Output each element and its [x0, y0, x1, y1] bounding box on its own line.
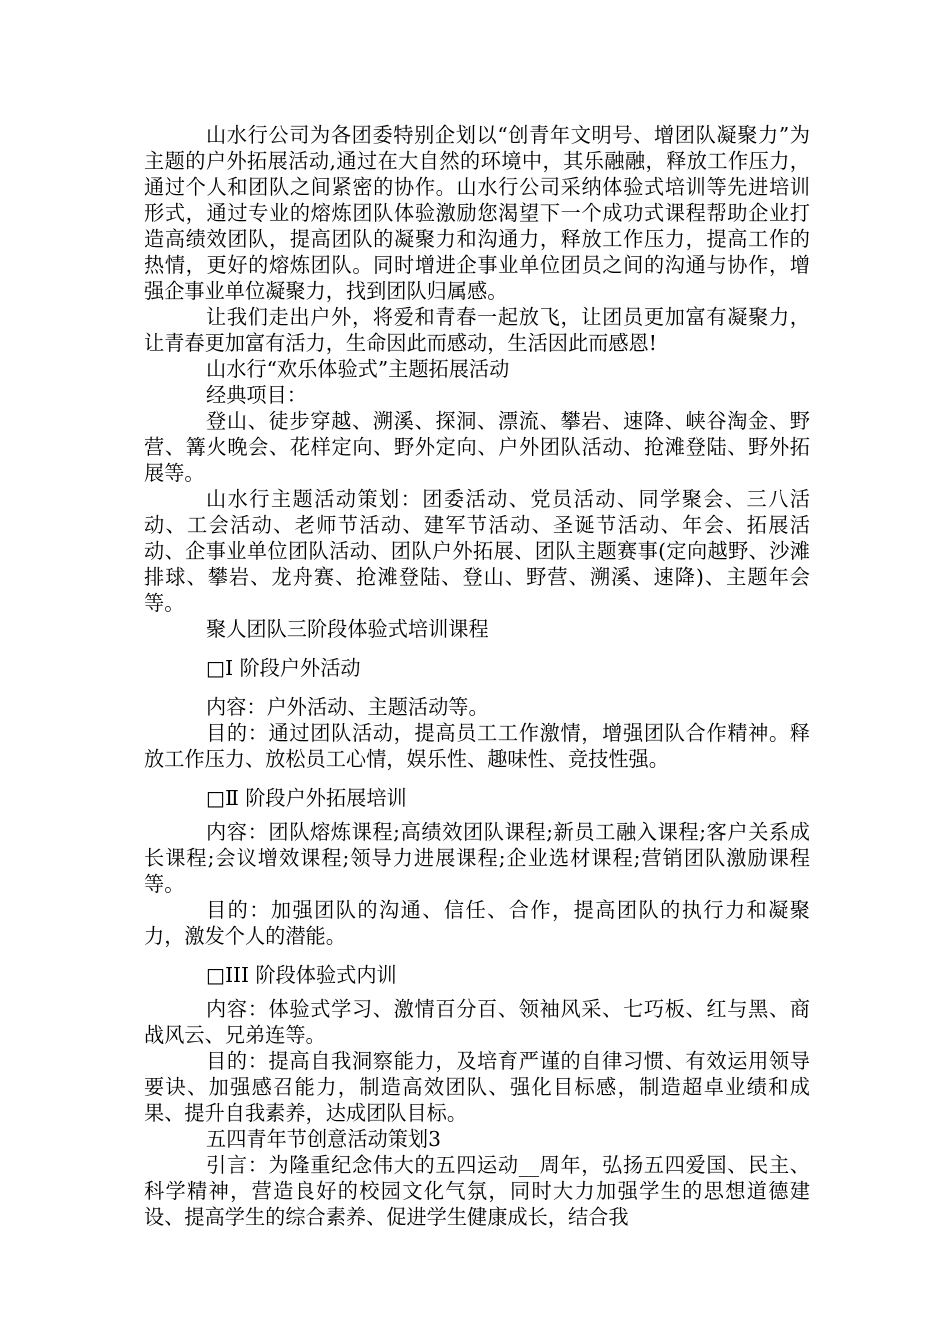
stage-2-content: 内容：团队熔炼课程;高绩效团队课程;新员工融入课程;客户关系成长课程;会议增效课程;领导力进展课程;企业选材课程;营销团队激励课程等。 [144, 820, 810, 896]
classic-label: 经典项目： [206, 383, 307, 407]
classic-list-paragraph: 登山、徒步穿越、溯溪、探洞、漂流、攀岩、速降、峡谷淘金、野营、篝火晚会、花样定向、野外定向、户外团队活动、抢滩登陆、野外拓展等。 [144, 409, 810, 485]
intro-paragraph: 山水行公司为各团委特别企划以“创青年文明号、增团队凝聚力”为主题的户外拓展活动,通过在大自然的环境中，其乐融融，释放工作压力，通过个人和团队之间紧密的协作。山水行公司采纳体验式培训等先进培训形式，通过专业的熔炼团队体验激励您渴望下一个成功式课程帮助企业打造高绩效团队，提高团队的凝聚力和沟通力，释放工作压力，提高工作的热情，更好的熔炼团队。同时增进企事业单位团员之间的沟通与协作，增强企事业单位凝聚力，找到团队归属感。 [144, 123, 810, 303]
section3-intro: 引言：为隆重纪念伟大的五四运动__周年，弘扬五四爱国、民主、科学精神，营造良好的校园文化气氛，同时大力加强学生的思想道德建设、提高学生的综合素养、促进学生健康成长，结合我 [144, 1153, 810, 1229]
stage-1-goal: 目的：通过团队活动，提高员工工作激情，增强团队合作精神。释放工作压力、放松员工心情，娱乐性、趣味性、竞技性强。 [144, 721, 810, 771]
course-title: 聚人团队三阶段体验式培训课程 [206, 617, 489, 641]
stage-3-heading: □III 阶段体验式内训 [206, 963, 397, 987]
stage-3-content: 内容：体验式学习、激情百分百、领袖风采、七巧板、红与黑、商战风云、兄弟连等。 [144, 997, 810, 1047]
document-body [144, 122, 810, 1230]
stage-1-heading: □Ⅰ 阶段户外活动 [206, 656, 361, 680]
planning-paragraph: 山水行主题活动策划：团委活动、党员活动、同学聚会、三八活动、工会活动、老师节活动、建军节活动、圣诞节活动、年会、拓展活动、企事业单位团队活动、团队户外拓展、团队主题赛事(定向越野、沙滩排球、攀岩、龙舟赛、抢滩登陆、登山、野营、溯溪、速降)、主题年会等。 [144, 487, 810, 615]
stage-2-heading: □Ⅱ 阶段户外拓展培训 [206, 786, 407, 810]
stage-3-goal: 目的：提高自我洞察能力，及培育严谨的自律习惯、有效运用领导要诀、加强感召能力，制造高效团队、强化目标感，制造超卓业绩和成果、提升自我素养，达成团队目标。 [144, 1049, 810, 1125]
stage-1-content: 内容：户外活动、主题活动等。 [206, 695, 489, 719]
section3-title: 五四青年节创意活动策划3 [206, 1127, 441, 1151]
call-paragraph: 让我们走出户外，将爱和青春一起放飞，让团员更加富有凝聚力，让青春更加富有活力，生命因此而感动，生活因此而感恩! [144, 305, 810, 355]
stage-2-goal: 目的：加强团队的沟通、信任、合作，提高团队的执行力和凝聚力，激发个人的潜能。 [144, 898, 810, 948]
activity-title: 山水行“欢乐体验式”主题拓展活动 [206, 357, 510, 381]
